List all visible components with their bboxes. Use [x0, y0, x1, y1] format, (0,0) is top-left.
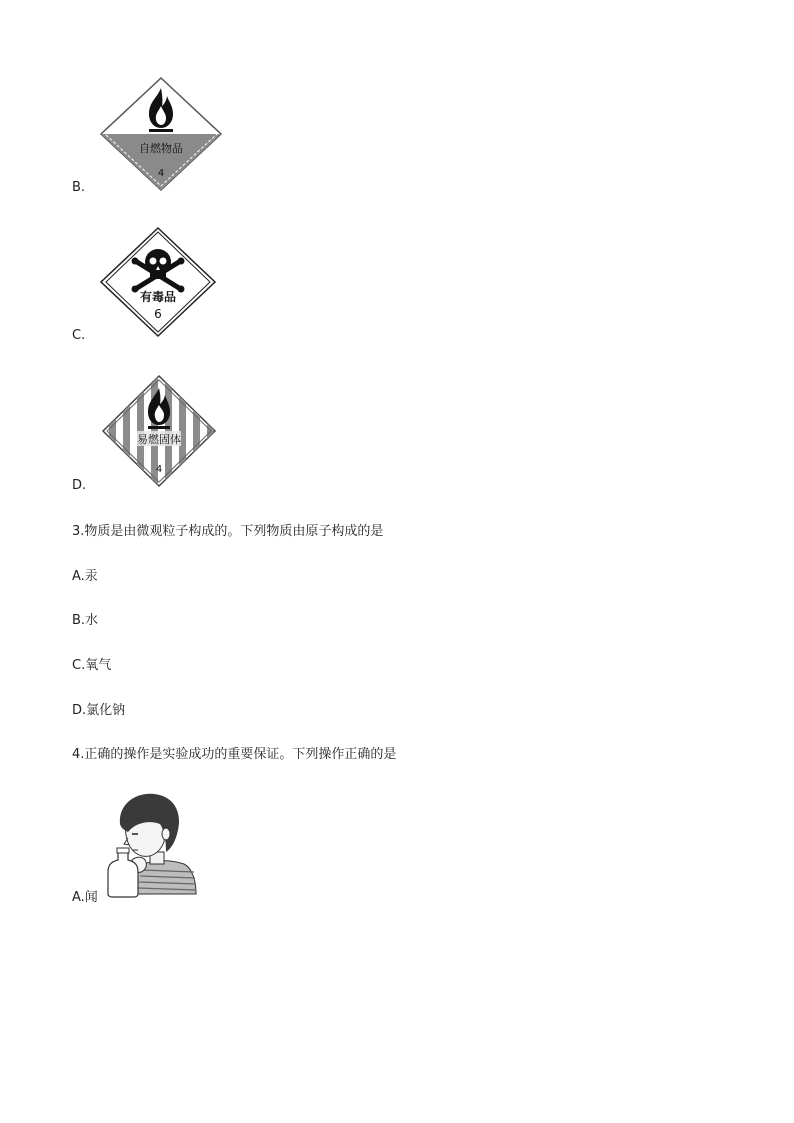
question-3-option-a: A.汞 [72, 569, 98, 584]
sign-c-class: 6 [154, 307, 162, 321]
question-3-option-b: B.水 [72, 613, 99, 628]
option-c-letter: C. [72, 328, 86, 343]
question-3-stem: 3.物质是由微观粒子构成的。下列物质由原子构成的是 [72, 524, 384, 539]
spontaneous-combustion-sign [99, 76, 223, 192]
sign-b-class: 4 [157, 168, 165, 179]
option-b-letter: B. [72, 180, 86, 195]
flammable-solid-sign [101, 374, 217, 488]
option-d-letter: D. [72, 478, 87, 493]
question-4-option-a: A.闻 [72, 890, 98, 905]
question-4-stem: 4.正确的操作是实验成功的重要保证。下列操作正确的是 [72, 747, 397, 762]
sign-b-name: 自燃物品 [139, 142, 183, 155]
question-3-option-d: D.氯化钠 [72, 703, 126, 718]
sign-d-class: 4 [155, 464, 163, 475]
person-smelling-bottle-icon [106, 790, 198, 898]
toxic-substance-sign [99, 226, 217, 338]
sign-c-name: 有毒品 [139, 290, 177, 304]
question-3-option-c: C.氧气 [72, 658, 112, 673]
sign-d-name: 易燃固体 [137, 433, 181, 446]
